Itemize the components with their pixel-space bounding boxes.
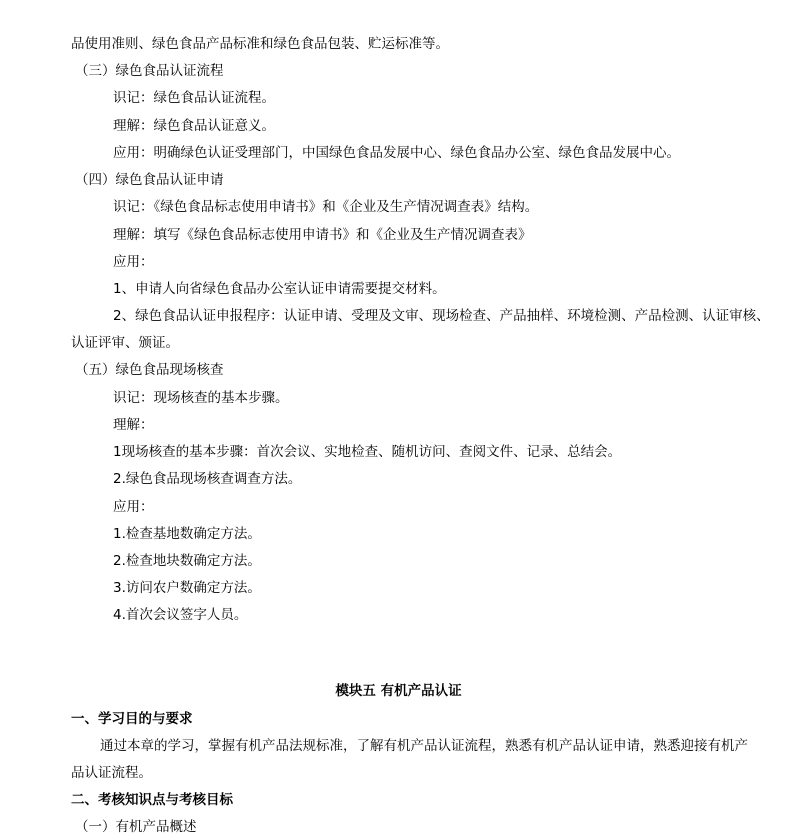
text-line: 应用：明确绿色认证受理部门，中国绿色食品发展中心、绿色食品办公室、绿色食品发展中心。 — [113, 145, 680, 161]
text-line: 品使用准则、绿色食品产品标准和绿色食品包装、贮运标准等。 — [71, 36, 449, 52]
module-title: 模块五 有机产品认证 — [335, 683, 462, 699]
section-heading-4: （四）绿色食品认证申请 — [75, 172, 224, 188]
text-line: 应用： — [113, 499, 154, 515]
text-line: 1、申请人向省绿色食品办公室认证申请需要提交材料。 — [113, 281, 446, 297]
section-heading-1: 一、学习目的与要求 — [71, 711, 193, 727]
text-line: 2.绿色食品现场核查调查方法。 — [113, 471, 302, 487]
text-line: 3.访问农户数确定方法。 — [113, 580, 261, 596]
text-line: 1.检查基地数确定方法。 — [113, 526, 261, 542]
text-line: 认证评审、颁证。 — [71, 335, 179, 351]
text-line: 理解：填写《绿色食品标志使用申请书》和《企业及生产情况调查表》 — [113, 227, 532, 243]
text-line: 理解： — [113, 417, 154, 433]
text-line: 识记：《绿色食品标志使用申请书》和《企业及生产情况调查表》结构。 — [113, 199, 539, 215]
text-line: 识记：绿色食品认证流程。 — [113, 90, 275, 106]
text-line: 应用： — [113, 254, 154, 270]
text-line: 2、绿色食品认证申报程序：认证申请、受理及文审、现场检查、产品抽样、环境检测、产品检测、认证审核、 — [113, 308, 770, 324]
section-heading-2: 二、考核知识点与考核目标 — [71, 792, 233, 808]
text-line: 2.检查地块数确定方法。 — [113, 553, 261, 569]
text-line: 品认证流程。 — [71, 765, 152, 781]
text-line: 4.首次会议签字人员。 — [113, 607, 248, 623]
text-line: 1现场核查的基本步骤：首次会议、实地检查、随机访问、查阅文件、记录、总结会。 — [113, 444, 622, 460]
section-heading-3: （三）绿色食品认证流程 — [75, 63, 224, 79]
text-line: 通过本章的学习，掌握有机产品法规标准，了解有机产品认证流程，熟悉有机产品认证申请，熟悉迎接有机产 — [100, 738, 748, 754]
text-line: 识记：现场核查的基本步骤。 — [113, 390, 289, 406]
subsection-heading-1: （一）有机产品概述 — [75, 819, 197, 835]
text-line: 理解：绿色食品认证意义。 — [113, 118, 275, 134]
section-heading-5: （五）绿色食品现场核查 — [75, 362, 224, 378]
